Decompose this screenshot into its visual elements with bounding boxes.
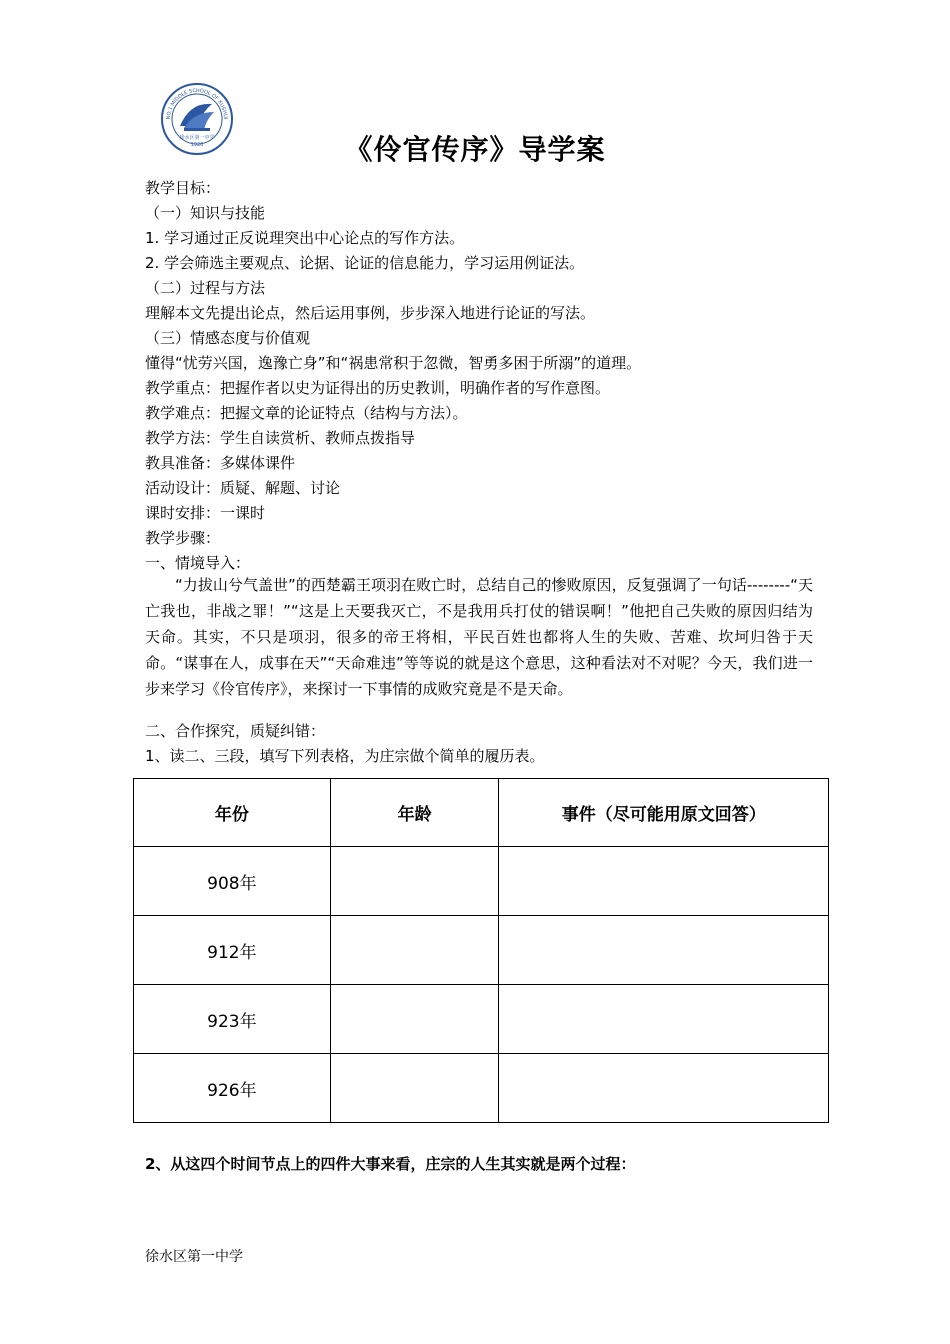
cell-age[interactable] [330, 985, 499, 1054]
cell-year: 923年 [134, 985, 331, 1054]
teaching-difficulty: 教学难点：把握文章的论证特点（结构与方法）。 [145, 404, 468, 422]
svg-text:徐水区第一中学: 徐水区第一中学 [179, 135, 215, 141]
teaching-steps-heading: 教学步骤： [145, 529, 221, 547]
cell-year: 926年 [134, 1054, 331, 1123]
table-row [134, 847, 829, 916]
page-title: 《伶官传序》导学案 [344, 133, 606, 166]
teaching-focus: 教学重点：把握作者以史为证得出的历史教训，明确作者的写作意图。 [145, 379, 611, 397]
teaching-method: 教学方法：学生自读赏析、教师点拨指导 [145, 429, 416, 447]
teaching-tools: 教具准备：多媒体课件 [145, 454, 296, 472]
question-2: 2、从这四个时间节点上的四件大事来看，庄宗的人生其实就是两个过程： [145, 1155, 636, 1173]
cell-event[interactable] [499, 985, 829, 1054]
header-year: 年份 [134, 779, 331, 847]
intro-paragraph-block [145, 572, 813, 702]
header-age: 年龄 [330, 779, 499, 847]
class-hours: 课时安排：一课时 [145, 504, 266, 522]
table-row [134, 916, 829, 985]
activity-design: 活动设计：质疑、解题、讨论 [145, 479, 341, 497]
question-1: 1、读二、三段，填写下列表格，为庄宗做个简单的履历表。 [145, 747, 545, 765]
objective-item: 1. 学习通过正反说理突出中心论点的写作方法。 [145, 229, 465, 247]
svg-text:NO.1 MIDDLE SCHOOL OF XUSHUI: NO.1 MIDDLE SCHOOL OF XUSHUI [165, 87, 229, 120]
objectives-block [145, 176, 825, 576]
objective-subheading: （二）过程与方法 [145, 279, 266, 297]
cell-year: 908年 [134, 847, 331, 916]
objective-item: 2. 学会筛选主要观点、论据、论证的信息能力，学习运用例证法。 [145, 254, 585, 272]
cell-event[interactable] [499, 1054, 829, 1123]
objective-item: 懂得“忧劳兴国，逸豫亡身”和“祸患常积于忽微，智勇多困于所溺”的道理。 [145, 354, 642, 372]
objective-subheading: （一）知识与技能 [145, 204, 266, 222]
section2-title: 二、合作探究，质疑纠错： [145, 722, 326, 740]
header-event: 事件（尽可能用原文回答） [499, 779, 829, 847]
table-row [134, 1054, 829, 1123]
objectives-heading: 教学目标： [145, 179, 221, 197]
cell-event[interactable] [499, 916, 829, 985]
table-row [134, 985, 829, 1054]
table-header-row [134, 779, 829, 847]
objective-item: 理解本文先提出论点，然后运用事例，步步深入地进行论证的写法。 [145, 304, 596, 322]
cell-age[interactable] [330, 1054, 499, 1123]
footer-school-name: 徐水区第一中学 [145, 1249, 243, 1265]
section2-block [145, 719, 825, 769]
cell-age[interactable] [330, 847, 499, 916]
resume-table [133, 778, 829, 1123]
section1-title: 一、情境导入： [145, 554, 251, 572]
intro-paragraph: “力拔山兮气盖世”的西楚霸王项羽在败亡时，总结自己的惨败原因，反复强调了一句话--------“天亡我也，非战之罪！”“这是上天要我灭亡，不是我用兵打仗的错误啊！”他把自己失败的原因归结为天命。其实，不只是项羽，很多的帝王将相，平民百姓也都将人生的失败、苦难、坎坷归咎于天命。“谋事在人，成事在天”“天命难违”等等说的就是这个意思，这种看法对不对呢？今天，我们进一步来学习《伶官传序》，来探讨一下事情的成败究竟是不是天命。 [145, 576, 813, 698]
svg-text:1926: 1926 [190, 142, 204, 148]
objective-subheading: （三）情感态度与价值观 [145, 329, 311, 347]
cell-event[interactable] [499, 847, 829, 916]
cell-year: 912年 [134, 916, 331, 985]
cell-age[interactable] [330, 916, 499, 985]
